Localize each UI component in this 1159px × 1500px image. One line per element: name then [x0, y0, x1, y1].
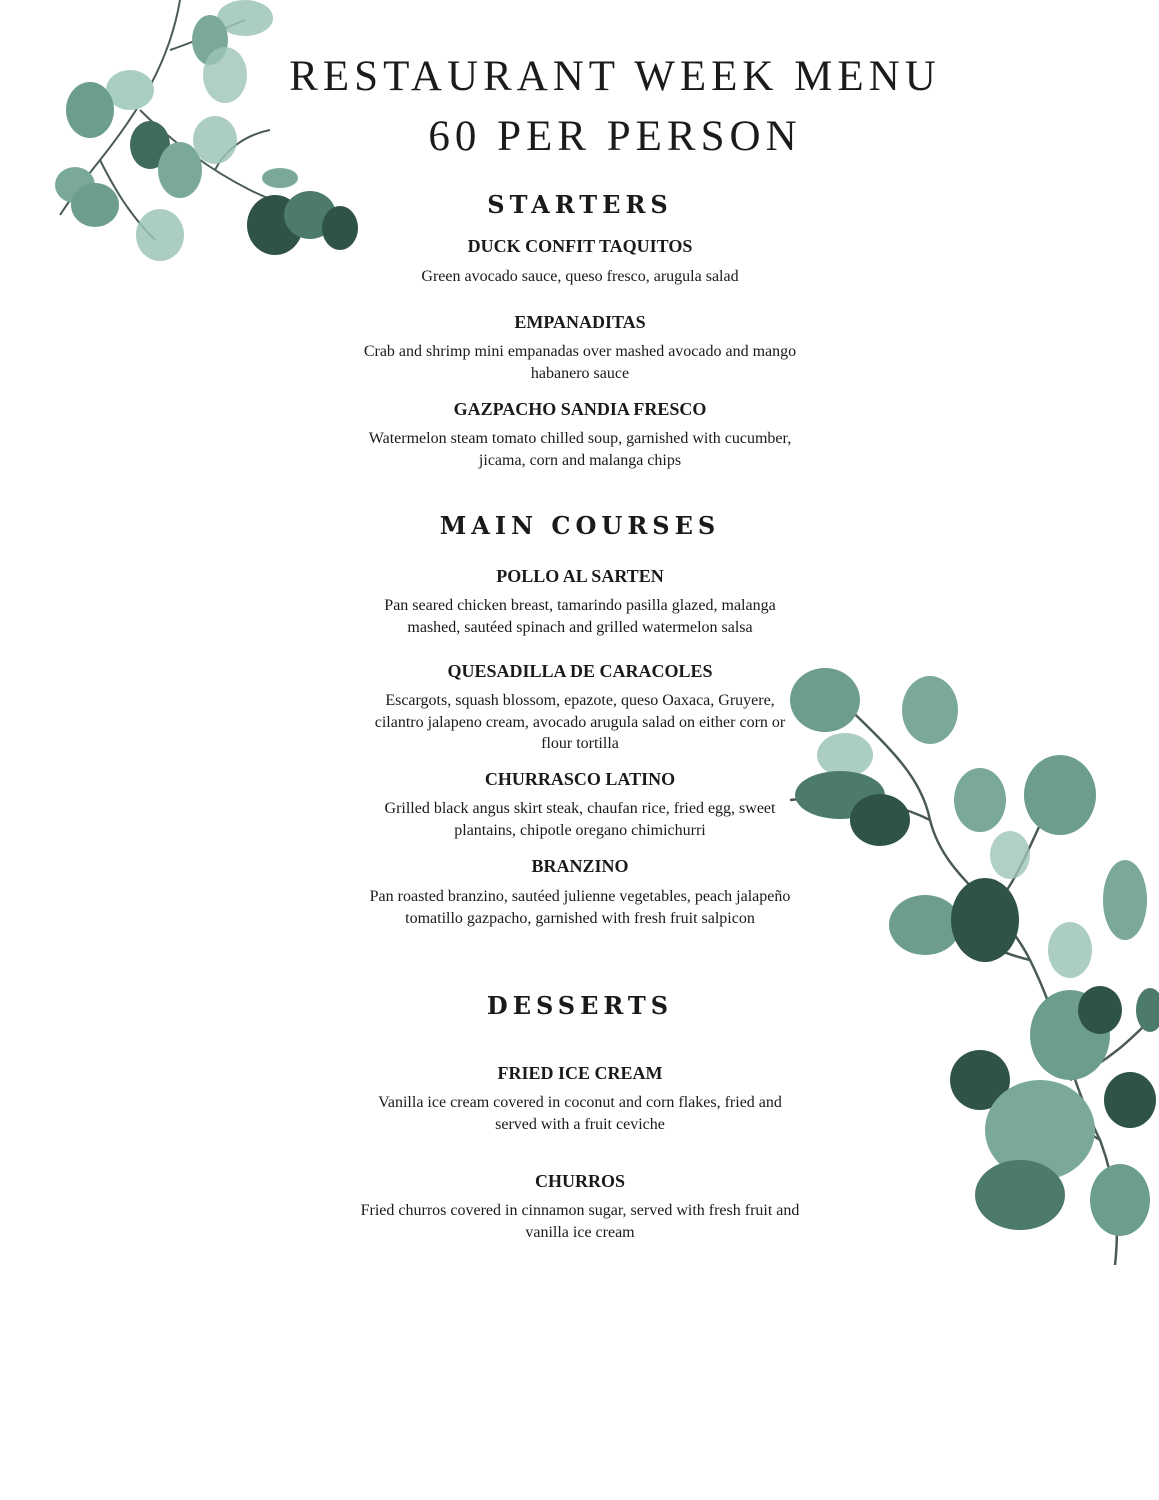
menu-item-description: Green avocado sauce, queso fresco, arugula salad	[421, 268, 739, 285]
menu-item-name: FRIED ICE CREAM	[497, 1063, 663, 1083]
section-heading-starters: STARTERS	[487, 190, 673, 219]
menu-item-description: Pan roasted branzino, sautéed julienne vegetables, peach jalapeño tomatillo gazpacho, garnished with fresh fruit salpicon	[369, 888, 791, 927]
menu-item-name: POLLO AL SARTEN	[496, 566, 664, 586]
menu-item-description: Watermelon steam tomato chilled soup, garnished with cucumber, jicama, corn and malanga chips	[368, 430, 792, 469]
menu-item-description: Fried churros covered in cinnamon sugar, served with fresh fruit and vanilla ice cream	[360, 1202, 800, 1241]
section-heading-main-courses: MAIN COURSES	[439, 511, 721, 540]
menu-item-description: Pan seared chicken breast, tamarindo pasilla glazed, malanga mashed, sautéed spinach and grilled watermelon salsa	[384, 597, 776, 636]
menu-item-name: DUCK CONFIT TAQUITOS	[467, 236, 693, 256]
menu-item-description: Crab and shrimp mini empanadas over mashed avocado and mango habanero sauce	[363, 343, 797, 382]
menu-item-name: BRANZINO	[531, 856, 629, 876]
menu-item-name: QUESADILLA DE CARACOLES	[447, 661, 713, 681]
menu-item-description: Grilled black angus skirt steak, chaufan rice, fried egg, sweet plantains, chipotle oregano chimichurri	[384, 800, 776, 839]
price-line: 60 PER PERSON	[428, 113, 802, 160]
menu-title: RESTAURANT WEEK MENU	[289, 53, 941, 100]
menu-item-description: Vanilla ice cream covered in coconut and corn flakes, fried and served with a fruit ceviche	[378, 1094, 782, 1133]
menu-item-name: EMPANADITAS	[514, 312, 646, 332]
menu-item-name: CHURROS	[534, 1171, 625, 1191]
menu-item-name: GAZPACHO SANDIA FRESCO	[453, 399, 707, 419]
menu-item-name: CHURRASCO LATINO	[484, 769, 676, 789]
menu-item-description: Escargots, squash blossom, epazote, queso Oaxaca, Gruyere, cilantro jalapeno cream, avocado arugula salad on either corn or flour tortilla	[374, 692, 786, 752]
section-heading-desserts: DESSERTS	[486, 991, 674, 1020]
